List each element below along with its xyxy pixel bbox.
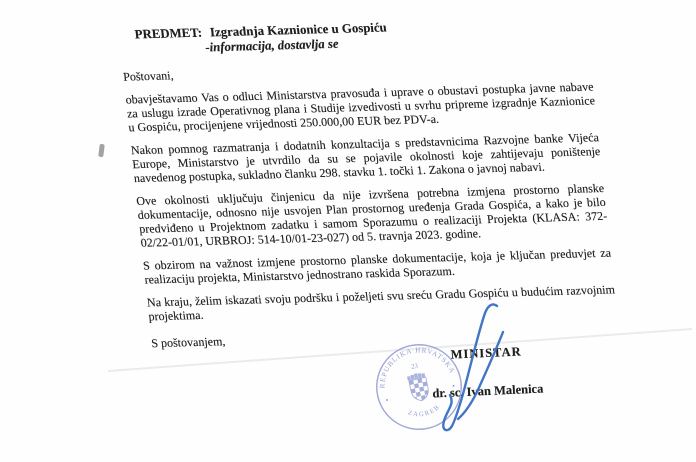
ink-smudge (98, 144, 105, 158)
stamp-arc-text: REPUBLIKA HRVATSKA (378, 346, 457, 389)
letter-body (118, 15, 620, 350)
subject-block (134, 15, 589, 57)
body-paragraph: S obzirom na važnost izmjene prostorno planske dokumentacije, koja je ključan preduvjet za realizaciju projekta, Ministarstvo jednostrano raskida Sporazum. (142, 245, 612, 287)
stamp-dot-left (386, 399, 388, 401)
subject-title: Izgradnja Kaznionice u Gospiću (209, 20, 388, 40)
minister-title: MINISTAR (450, 344, 522, 362)
body-paragraph: Na kraju, želim iskazati svoju podršku i poželjeti svu sreću Gradu Gospiću u budućim razvojnim projektima. (146, 282, 616, 324)
body-paragraph: obavještavamo Vas o odluci Ministarstva pravosuđa i uprave o obustavi postupka javne nabave za uslugu izrade Operativnog plana i Studije izvedivosti u svrhu pripreme izgradnje Kaznionice u Gospiću, procijenjene vrijednosti 250.000,00 EUR bez PDV-a. (124, 79, 596, 135)
body-paragraph: Ove okolnosti uključuju činjenicu da nije izvršena potrebna izmjena prostorno planske dokumentacije, odnosno nije usvojen Plan prostornog uređenja Grada Gospića, a kako je bilo predviđeno u Projektnom zadatku i samom Sporazumu o realizaciji Projekta (KLASA: 372-02/22-01/01, URBROJ: 514-10/01-23-027) od 5. travnja 2023. godine. (135, 180, 608, 250)
closing: S poštovanjem, (150, 334, 226, 351)
subject-subtitle: -informacija, dostavlja se (204, 36, 340, 55)
signature-ink (425, 294, 525, 444)
stamp-bottom-text: ZAGREB (407, 403, 442, 419)
minister-name: dr. sc. Ivan Malenica (432, 381, 544, 401)
subject-label: PREDMET: (133, 25, 203, 42)
body-paragraph: Nakon pomnog razmatranja i dodatnih konzultacija s predstavnicima Razvojne banke Vijeća Europe, Ministarstvo je utvrdilo da su se pojavile okolnosti koje zahtijevaju poništenje navedenog postupka, sukladno članku 298. stavku 1. točki 1. Zakona o javnoj nabavi. (130, 130, 601, 186)
stamp-number: 23 (410, 362, 419, 371)
salutation: Poštovani, (122, 68, 175, 84)
